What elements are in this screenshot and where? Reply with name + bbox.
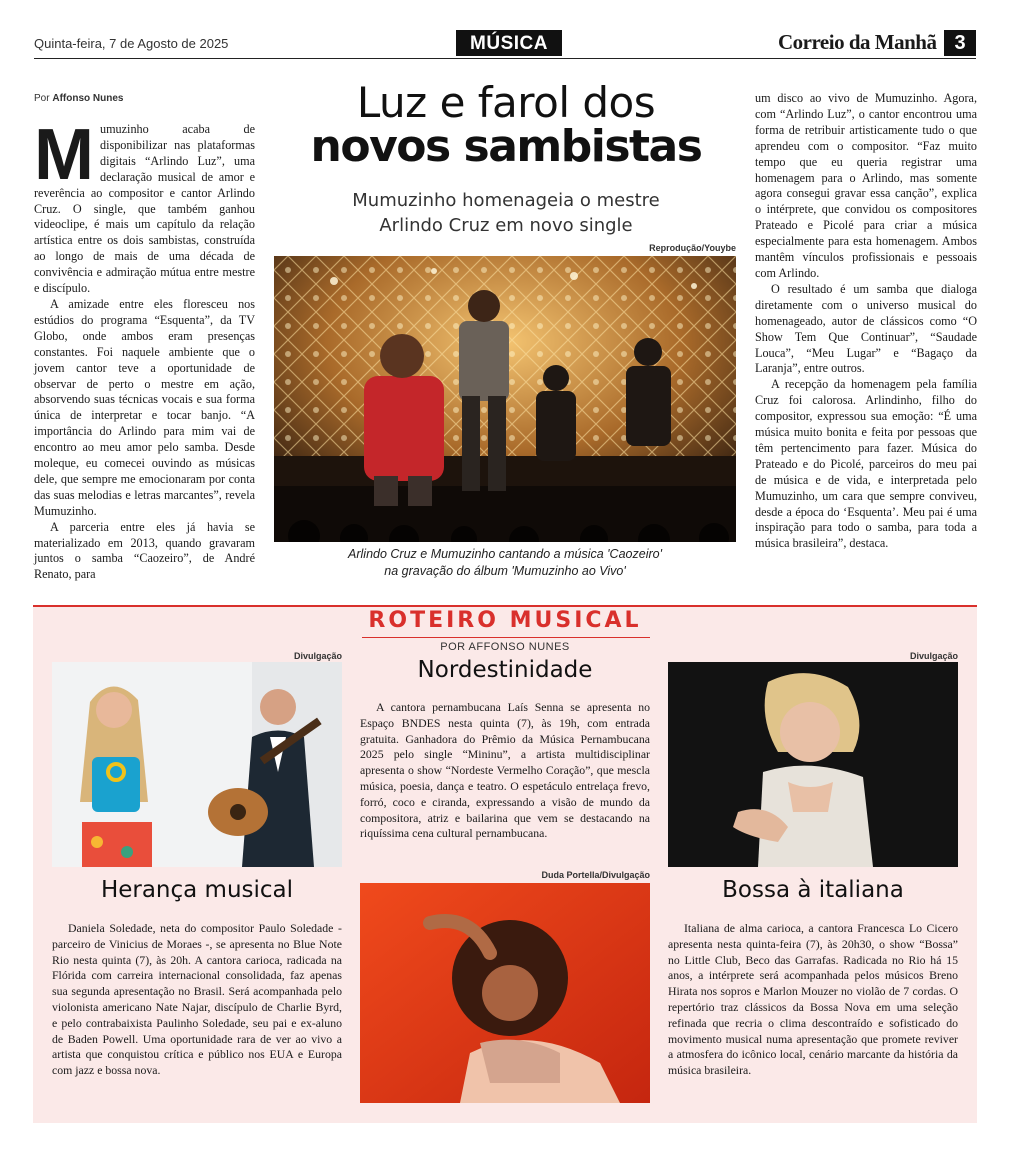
subheadline: Mumuzinho homenageia o mestre Arlindo Cruz em novo single (352, 190, 660, 236)
byline-author: Affonso Nunes (52, 93, 124, 104)
article-paragraph: A parceria entre eles já havia se materializado em 2013, quando gravaram juntos o samba “Caozeiro”, de André Renato, para (34, 519, 255, 582)
article-paragraph: um disco ao vivo de Mumuzinho. Agora, com “Arlindo Luz”, o cantor encontrou uma forma de retribuir artisticamente tudo o que aprendeu com o compositor. “Faz muito tempo que eu queria registrar uma homenagem para o Arlindo, mas somente agora consegui gravar essa canção”, explica o intérprete, que convidou os compositores Prateado e Picolé para criar a música especialmente para esta homenagem. Ambos mantêm vínculos profissionais e pessoais com Arlindo. (755, 91, 977, 280)
newspaper-name: Correio da Manhã (778, 30, 937, 54)
edition-date: Quinta-feira, 7 de Agosto de 2025 (34, 36, 229, 51)
page-number: 3 (944, 30, 976, 56)
roteiro-text-left: Daniela Soledade, neta do compositor Paulo Soledade - parceiro de Vinicius de Moraes -, se apresenta no Blue Note Rio nesta quinta (7), às 20h. A cantora carioca, radicada na Flórida com carreira internacional consolidada, faz apenas sua segunda apresentação no Brasil. Será acompanhada pelo violonista americano Nate Najar, discípulo de Charlie Byrd, e pelo contrabaixista Paulinho Soledade, seu pai e ex-aluno de Baden Powell. Uma oportunidade rara de ver ao vivo a artista que conquistou crítica e público nos EUA e Europa com jazz e bossa nova. (52, 921, 342, 1078)
roteiro-text-center: A cantora pernambucana Laís Senna se apresenta no Espaço BNDES nesta quinta (7), às 19h, com entrada gratuita. Ganhadora do Prêmio da Música Pernambucana 2025 pelo single “Mininu”, a artista multidisciplinar apresenta o show “Nordeste Vermelho Coração”, que mescla música, poesia, dança e teatro. O espetáculo entrelaça frevo, forró, coco e ciranda, expressando a visão de mundo da compositora, atriz e bailarina que vem se destacando na riquíssima cena cultural pernambucana. (360, 700, 650, 841)
portrait-photo (668, 662, 958, 867)
photo-credit: Divulgação (293, 651, 342, 661)
article-paragraph: Mumuzinho acaba de disponibilizar nas plataformas digitais “Arlindo Luz”, uma declaração musical de amor e reverência ao compositor e cantor Arlindo Cruz. O single, que também ganhou videoclipe, é mais um capítulo da relação artística entre os dois sambistas, construída ao longo de mais de uma década de convivência e admiração mútua entre mestre e discípulo. (34, 115, 255, 296)
photo-caption: Arlindo Cruz e Mumuzinho cantando a música 'Caozeiro' na gravação do álbum 'Mumuzinho ao Vivo' (348, 547, 662, 578)
drop-cap: M (34, 115, 94, 195)
photo-credit: Reprodução/Youybe (649, 243, 736, 253)
roteiro-rule (362, 637, 650, 638)
article-paragraph: O resultado é um samba que dialoga diretamente com o universo musical do homenageado, autor de clássicos como “O Show Tem Que Continuar”, “Saudade Louca”, “Meu Lugar” e “Bagaço da Laranja”, entre outros. (755, 281, 977, 376)
photo-credit: Duda Portella/Divulgação (541, 870, 650, 880)
roteiro-text-right: Italiana de alma carioca, a cantora Francesca Lo Cicero apresenta nesta quinta-feira (7), às 20h30, o show “Bossa” no Little Club, Beco das Garrafas. Radicada no Rio há 15 anos, a intérprete será acompanhada pelos músicos Breno Hirata nos sopros e Marlon Mouzer no violão de 7 cordas. O repertório traz clássicos da Bossa Nova em uma seleção refinada que recria o clima descontraído e sofisticado do movimento musical numa apresentação que promete reviver a atmosfera do icônico local, cenário marcante da história da música brasileira. (668, 921, 958, 1078)
section-heading: Herança musical (100, 877, 294, 903)
byline (34, 93, 123, 104)
section-heading: Nordestinidade (417, 657, 593, 683)
article-paragraph: A recepção da homenagem pela família Cruz foi calorosa. Arlindinho, filho do compositor, expressou sua emoção: “É uma música muito bonita e feita por pessoas que têm pertencimento para fazer. Música do Prateado e do Picolé, parceiros do meu pai de música e de vida, e interpretada pelo Mumuzinho, um cara que sempre conviveu, desde a época do ‘Esquenta’. Meu pai é uma inspiração para todo o samba, para toda a música brasileira”, destaca. (755, 377, 977, 551)
photo-credit: Divulgação (909, 651, 958, 661)
section-label: MÚSICA (456, 30, 562, 56)
article-column-left (34, 115, 255, 583)
concert-photo (274, 256, 736, 542)
roteiro-title: ROTEIRO MUSICAL (368, 608, 642, 633)
duo-photo (52, 662, 342, 867)
singer-photo (360, 883, 650, 1103)
roteiro-byline: POR AFFONSO NUNES (440, 641, 570, 653)
headline-line1: Luz e farol dos (356, 78, 656, 127)
headline-line2: novos sambistas (310, 121, 702, 172)
byline-prefix: Por (34, 93, 50, 104)
article-column-right (755, 91, 977, 552)
header-rule (34, 58, 976, 59)
article-paragraph: A amizade entre eles floresceu nos estúdios do programa “Esquenta”, da TV Globo, onde ambos eram presenças constantes. Foi naquele ambiente que o jovem cantor teve a oportunidade de observar de perto o mestre em ação, absorvendo suas técnicas vocais e sua forma única de interpretar e tocar banjo. “A importância do Arlindo para mim vai de encontro ao meu amor pelo samba. Desde moleque, eu comecei ouvindo as músicas dele, que sempre me emocionaram por conta das suas melodias e letras marcantes”, revela Mumuzinho. (34, 296, 255, 518)
section-heading: Bossa à italiana (722, 877, 904, 903)
